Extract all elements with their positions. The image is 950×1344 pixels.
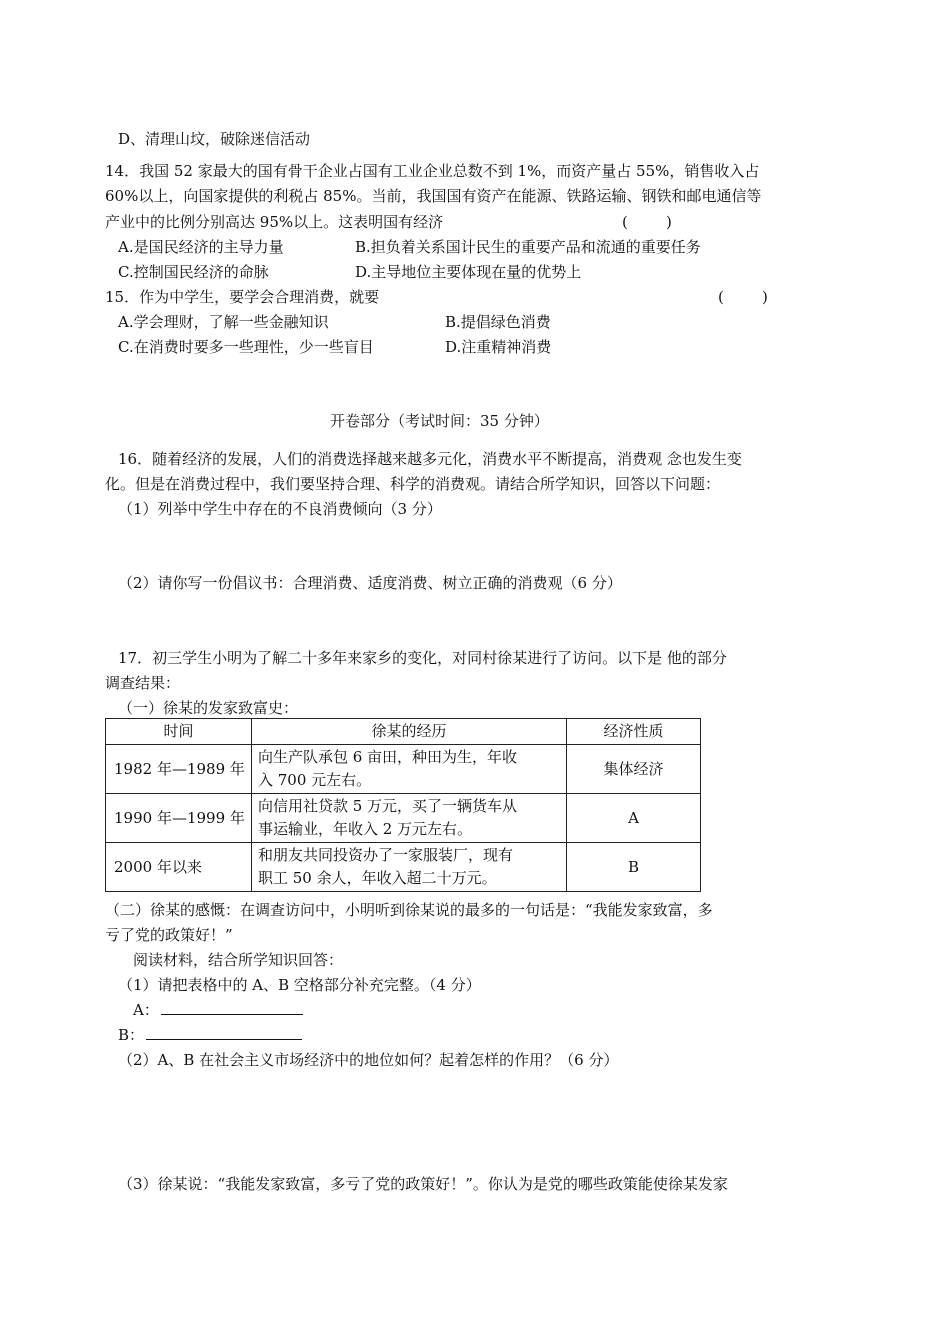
table-header-experience: 徐某的经历 (251, 719, 566, 745)
q14-answer-paren: ( ) (622, 213, 672, 231)
table-header-nature: 经济性质 (567, 719, 701, 745)
q14-option-a: A.是国民经济的主导力量 (118, 238, 284, 256)
q14-option-b: B.担负着关系国计民生的重要产品和流通的重要任务 (355, 238, 701, 256)
q14-stem-line1: 14．我国 52 家最大的国有骨干企业占国有工业企业总数不到 1%，而资产量占 55%，销售收入占 (105, 162, 760, 180)
q17-part1-heading: （一）徐某的发家致富史： (118, 699, 299, 717)
q17-stem-line2: 调查结果： (105, 674, 181, 692)
q17-blank-b[interactable]: B： (118, 1025, 302, 1045)
wealth-history-table (105, 718, 701, 892)
q14-stem-line2: 60%以上，向国家提供的利税占 85%。当前，我国国有资产在能源、铁路运输、钢铁和邮电通信等 (105, 187, 762, 205)
q15-option-c: C.在消费时要多一些理性，少一些盲目 (118, 338, 374, 356)
table-cell-time: 2000 年以来 (106, 843, 252, 892)
q17-sub2: （2）A、B 在社会主义市场经济中的地位如何？起着怎样的作用？（6 分） (118, 1051, 619, 1069)
q17-part2-line2: 亏了党的政策好！” (105, 926, 233, 944)
table-cell-nature: 集体经济 (567, 745, 701, 794)
table-header-row (106, 719, 701, 745)
q15-option-a: A.学会理财，了解一些金融知识 (118, 313, 329, 331)
q14-option-c: C.控制国民经济的命脉 (118, 263, 269, 281)
q13-option-d: D、清理山坟，破除迷信活动 (118, 130, 311, 148)
q15-stem: 15．作为中学生，要学会合理消费，就要 (105, 288, 380, 306)
table-cell-experience: 向生产队承包 6 亩田，种田为生，年收 入 700 元左右。 (251, 745, 566, 794)
q17-sub1: （1）请把表格中的 A、B 空格部分补充完整。（4 分） (118, 976, 481, 994)
q17-sub3: （3）徐某说：“我能发家致富，多亏了党的政策好！”。你认为是党的哪些政策能使徐某发家 (118, 1175, 728, 1193)
q17-stem-line1: 17．初三学生小明为了解二十多年来家乡的变化，对同村徐某进行了访问。以下是 他的部分 (118, 649, 727, 667)
table-row (106, 794, 701, 843)
table-cell-time: 1982 年—1989 年 (106, 745, 252, 794)
q15-option-b: B.提倡绿色消费 (445, 313, 551, 331)
table-cell-nature: A (567, 794, 701, 843)
q15-option-d: D.注重精神消费 (445, 338, 552, 356)
q14-option-d: D.主导地位主要体现在量的优势上 (355, 263, 582, 281)
table-row (106, 745, 701, 794)
table-cell-time: 1990 年—1999 年 (106, 794, 252, 843)
table-row (106, 843, 701, 892)
q17-read-instruction: 阅读材料，结合所学知识回答： (133, 951, 344, 969)
q16-stem-line2: 化。但是在消费过程中，我们要坚持合理、科学的消费观。请结合所学知识，回答以下问题： (105, 475, 721, 493)
q16-sub2: （2）请你写一份倡议书：合理消费、适度消费、树立正确的消费观（6 分） (118, 574, 622, 592)
q17-blank-a[interactable]: A： (133, 1000, 303, 1020)
q16-stem-line1: 16．随着经济的发展，人们的消费选择越来越多元化，消费水平不断提高，消费观 念也发生变 (118, 450, 742, 468)
table-header-time: 时间 (106, 719, 252, 745)
q17-part2-line1: （二）徐某的感慨：在调查访问中，小明听到徐某说的最多的一句话是：“我能发家致富，多 (105, 901, 713, 919)
q16-sub1: （1）列举中学生中存在的不良消费倾向（3 分） (118, 500, 442, 518)
table-cell-experience: 向信用社贷款 5 万元，买了一辆货车从 事运输业，年收入 2 万元左右。 (251, 794, 566, 843)
section-title: 开卷部分（考试时间：35 分钟） (330, 412, 549, 430)
q15-answer-paren: ( ) (718, 288, 768, 306)
q14-stem-line3: 产业中的比例分别高达 95%以上。这表明国有经济 (105, 213, 444, 231)
table-cell-experience: 和朋友共同投资办了一家服装厂，现有 职工 50 余人，年收入超二十万元。 (251, 843, 566, 892)
table-cell-nature: B (567, 843, 701, 892)
